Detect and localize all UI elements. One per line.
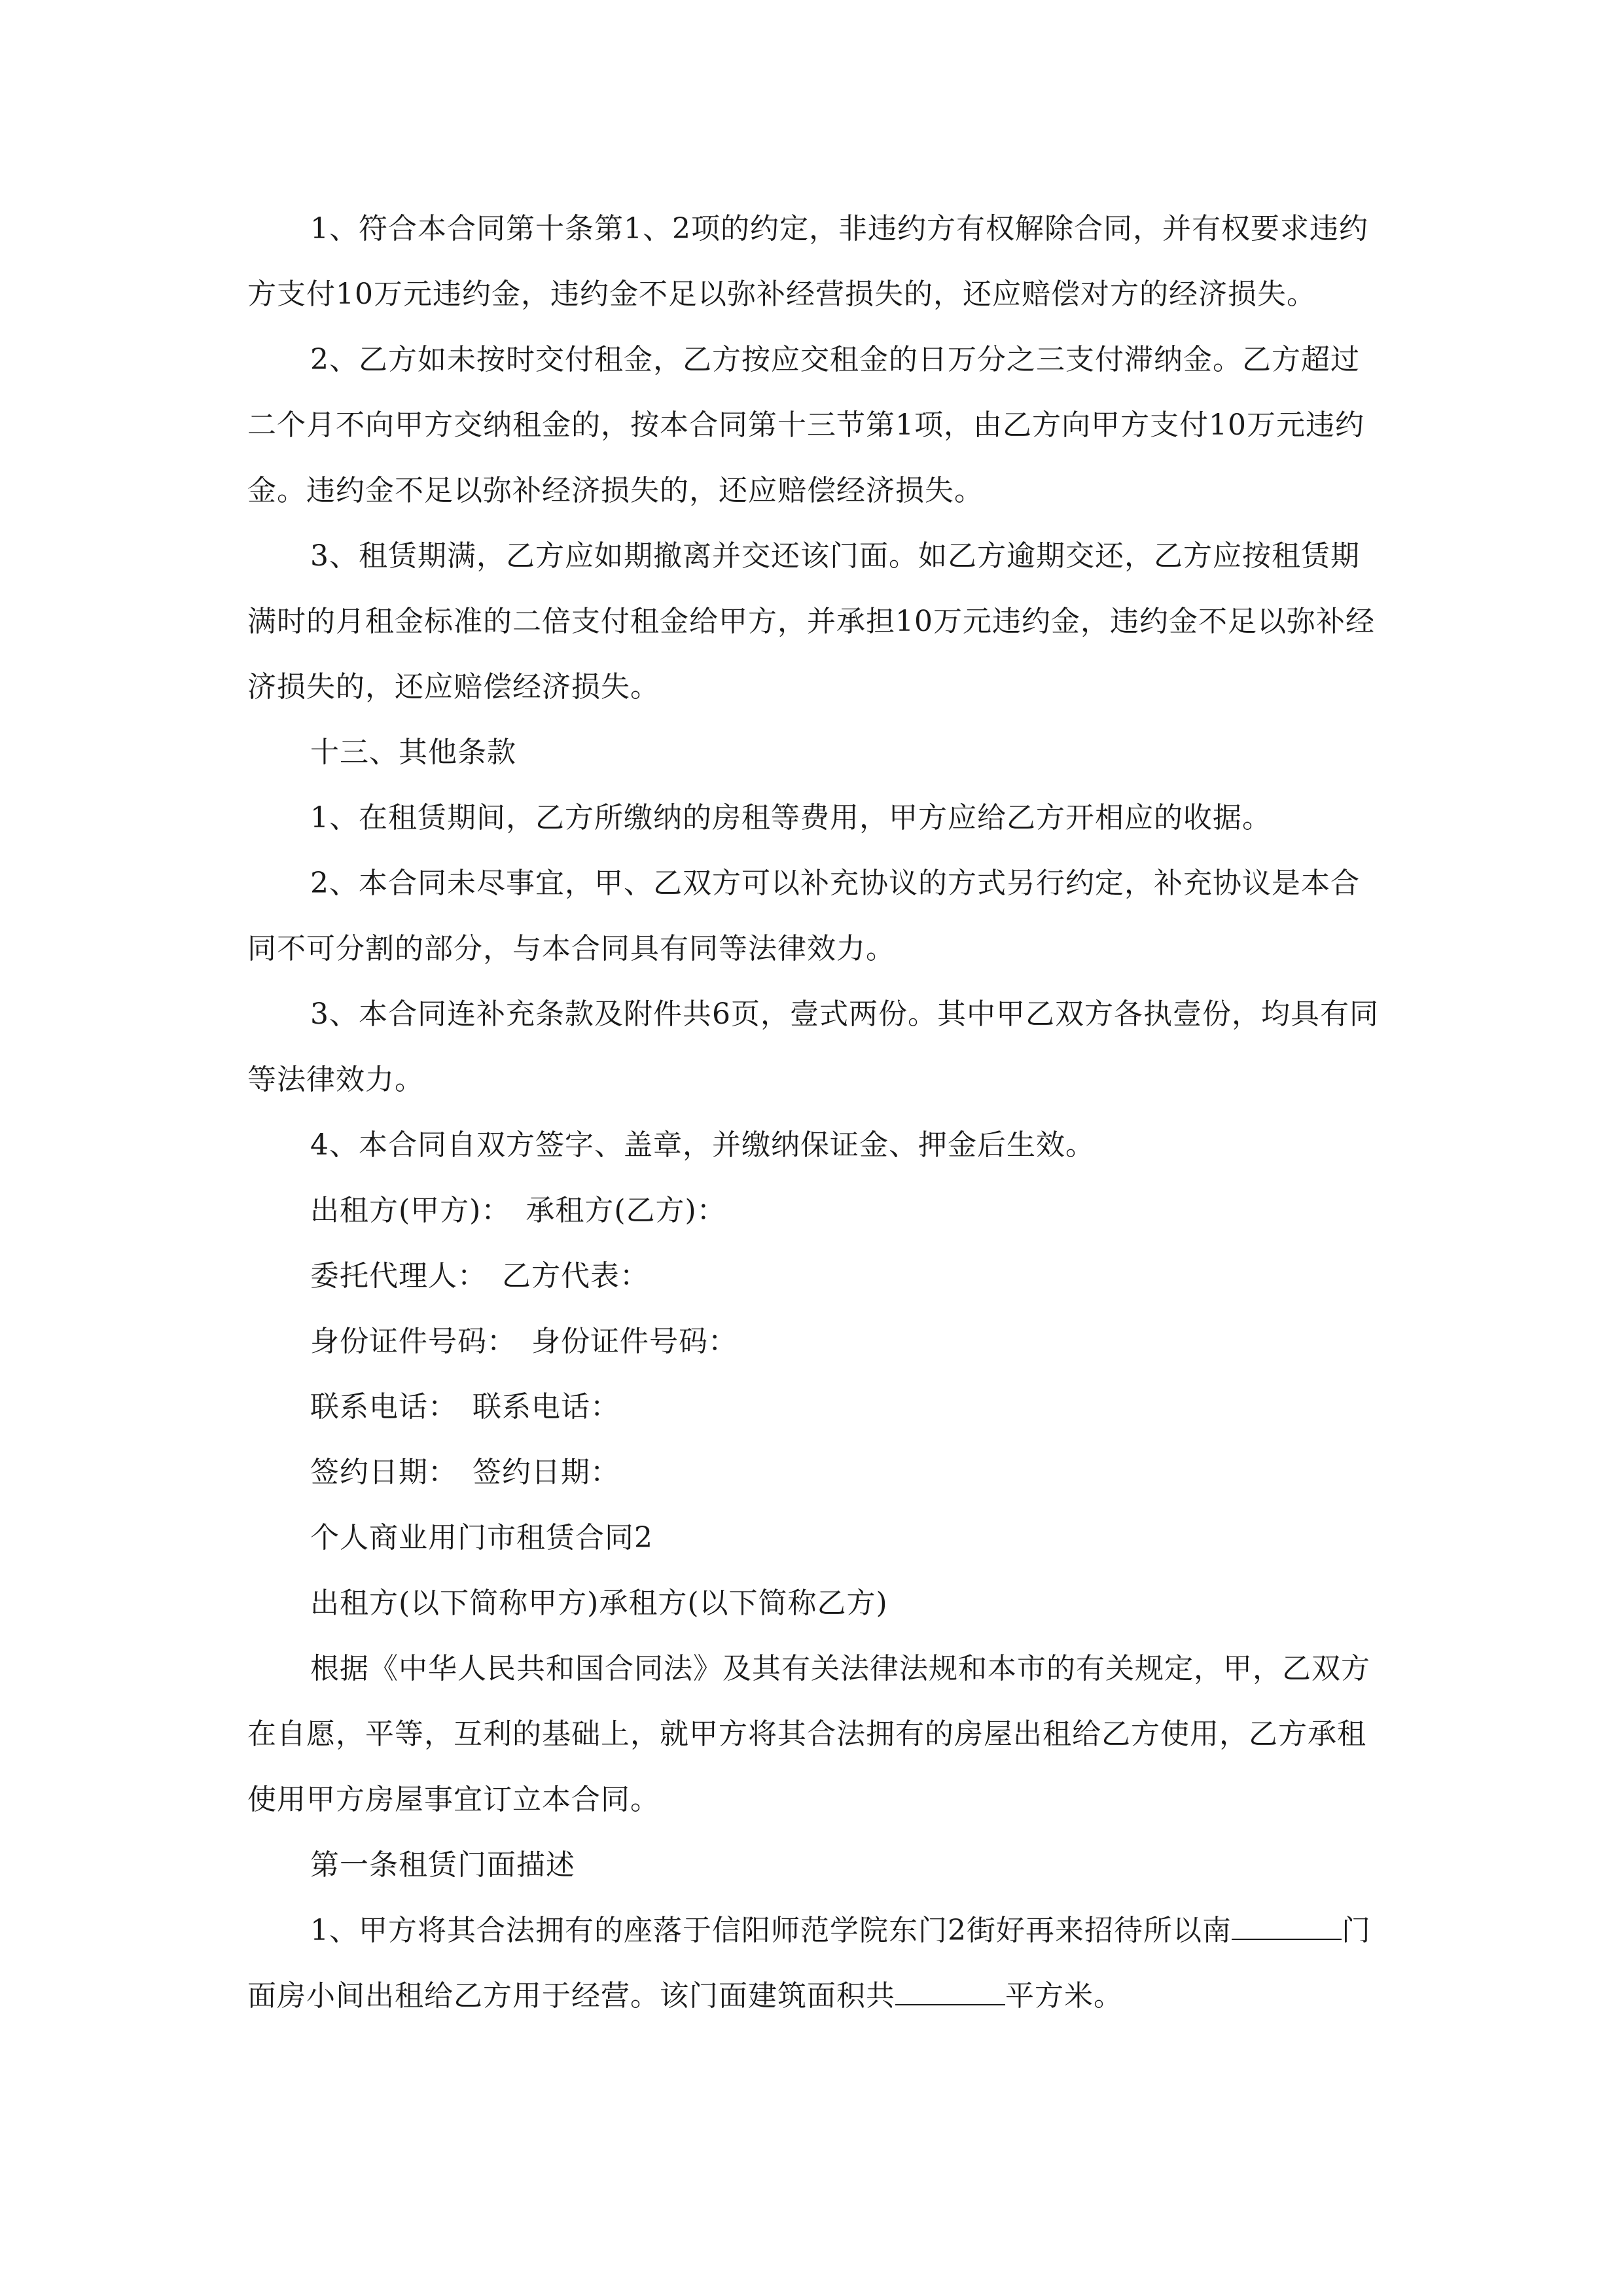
blank-line [1232, 1910, 1342, 1940]
signature-line-phone: 联系电话： 联系电话： [310, 1390, 620, 1424]
contract-preamble: 根据《中华人民共和国合同法》及其有关法律法规和本市的有关规定，甲，乙双方在自愿，平等，互利的基础上，就甲方将其合法拥有的房屋出租给乙方使用，乙方承租使用甲方房屋事宜订立本合同。 [247, 1652, 1370, 1816]
section-heading-other-terms: 十三、其他条款 [310, 736, 516, 769]
blank-line [895, 1975, 1005, 2005]
article-1-clause-1 [247, 1898, 1381, 2029]
article-1-clause-1-part3: 平方米。 [1005, 1979, 1123, 2013]
clause-breach-2: 2、乙方如未按时交付租金，乙方按应交租金的日万分之三支付滞纳金。乙方超过二个月不向甲方交纳租金的，按本合同第十三节第1项，由乙方向甲方支付10万元违约金。违约金不足以弥补经济损失的，还应赔偿经济损失。 [247, 343, 1364, 507]
signature-line-date: 签约日期： 签约日期： [310, 1456, 620, 1489]
signature-line-parties: 出租方(甲方)： 承租方(乙方)： [310, 1194, 726, 1227]
article-1-clause-1-part2: 门面房小间出租给乙方用于经营。该门面建筑面积共 [247, 1914, 1371, 2013]
contract-title-2: 个人商业用门市租赁合同2 [310, 1521, 653, 1554]
document-page [247, 196, 1381, 2029]
article-1-heading: 第一条租赁门面描述 [310, 1848, 575, 1882]
signature-line-id: 身份证件号码： 身份证件号码： [310, 1325, 738, 1358]
clause-other-2: 2、本合同未尽事宜，甲、乙双方可以补充协议的方式另行约定，补充协议是本合同不可分割的部分，与本合同具有同等法律效力。 [247, 867, 1360, 965]
clause-breach-1: 1、符合本合同第十条第1、2项的约定，非违约方有权解除合同，并有权要求违约方支付10万元违约金，违约金不足以弥补经营损失的，还应赔偿对方的经济损失。 [247, 212, 1368, 311]
clause-breach-3: 3、租赁期满，乙方应如期撤离并交还该门面。如乙方逾期交还，乙方应按租赁期满时的月租金标准的二倍支付租金给甲方，并承担10万元违约金，违约金不足以弥补经济损失的，还应赔偿经济损失。 [247, 539, 1375, 704]
signature-line-agent: 委托代理人： 乙方代表： [310, 1259, 649, 1293]
clause-other-3: 3、本合同连补充条款及附件共6页，壹式两份。其中甲乙双方各执壹份，均具有同等法律效力。 [247, 997, 1379, 1096]
article-1-clause-1-part1: 1、甲方将其合法拥有的座落于信阳师范学院东门2街好再来招待所以南 [310, 1914, 1232, 1947]
clause-other-1: 1、在租赁期间，乙方所缴纳的房租等费用，甲方应给乙方开相应的收据。 [310, 801, 1272, 834]
parties-definition: 出租方(以下简称甲方)承租方(以下简称乙方) [310, 1587, 888, 1620]
clause-other-4: 4、本合同自双方签字、盖章，并缴纳保证金、押金后生效。 [310, 1128, 1095, 1162]
